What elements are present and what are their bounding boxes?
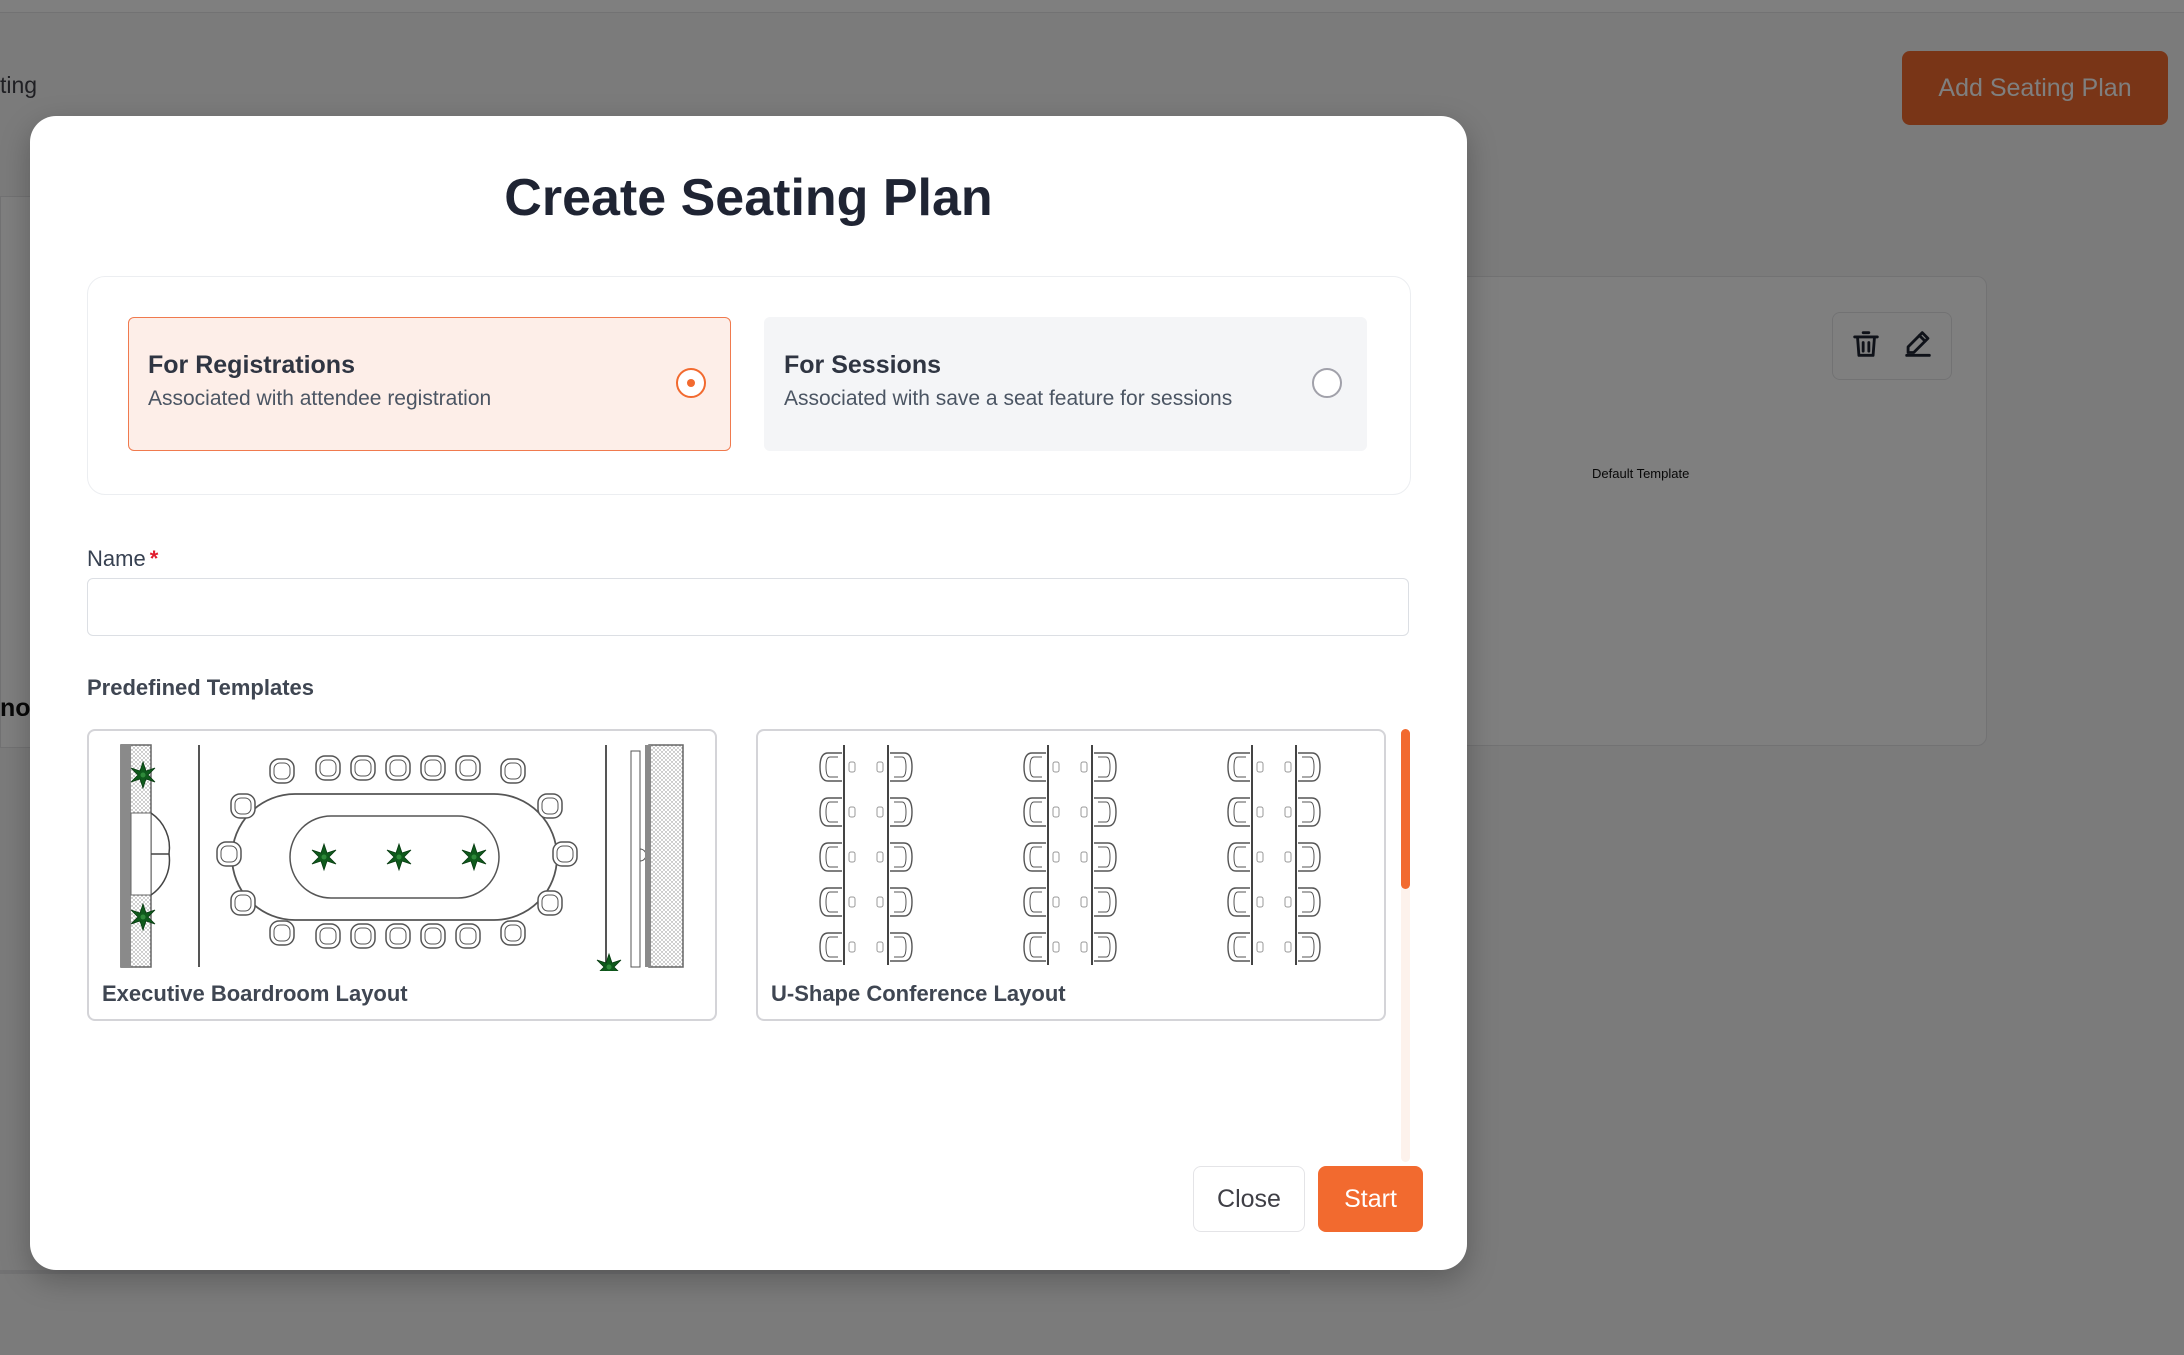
create-seating-plan-modal bbox=[30, 116, 1467, 1270]
name-label-text: Name bbox=[87, 546, 146, 571]
boardroom-layout-icon bbox=[89, 731, 717, 971]
close-button[interactable]: Close bbox=[1193, 1166, 1305, 1232]
required-asterisk: * bbox=[149, 546, 159, 571]
radio-button-selected[interactable] bbox=[676, 368, 706, 398]
templates-scrollbar[interactable] bbox=[1401, 729, 1410, 1162]
classroom-layout-icon bbox=[758, 731, 1386, 971]
start-button[interactable]: Start bbox=[1318, 1166, 1423, 1232]
plan-type-description: Associated with attendee registration bbox=[148, 387, 492, 410]
plan-type-description: Associated with save a seat feature for sessions bbox=[784, 387, 1233, 410]
template-card-u-shape-conference[interactable] bbox=[756, 729, 1386, 1021]
name-label bbox=[87, 546, 158, 572]
modal-title: Create Seating Plan bbox=[504, 169, 993, 227]
plan-type-selector bbox=[87, 276, 1411, 495]
scrollbar-thumb[interactable] bbox=[1401, 729, 1410, 889]
radio-button[interactable] bbox=[1312, 368, 1342, 398]
plan-type-title: For Registrations bbox=[148, 351, 355, 379]
plan-type-sessions[interactable] bbox=[764, 317, 1367, 451]
template-name: Executive Boardroom Layout bbox=[102, 981, 408, 1006]
name-input[interactable] bbox=[87, 578, 1409, 636]
template-name: U-Shape Conference Layout bbox=[771, 981, 1066, 1006]
template-card-executive-boardroom[interactable] bbox=[87, 729, 717, 1021]
templates-heading: Predefined Templates bbox=[87, 675, 314, 700]
plan-type-registrations[interactable] bbox=[128, 317, 731, 451]
plan-type-title: For Sessions bbox=[784, 351, 941, 379]
